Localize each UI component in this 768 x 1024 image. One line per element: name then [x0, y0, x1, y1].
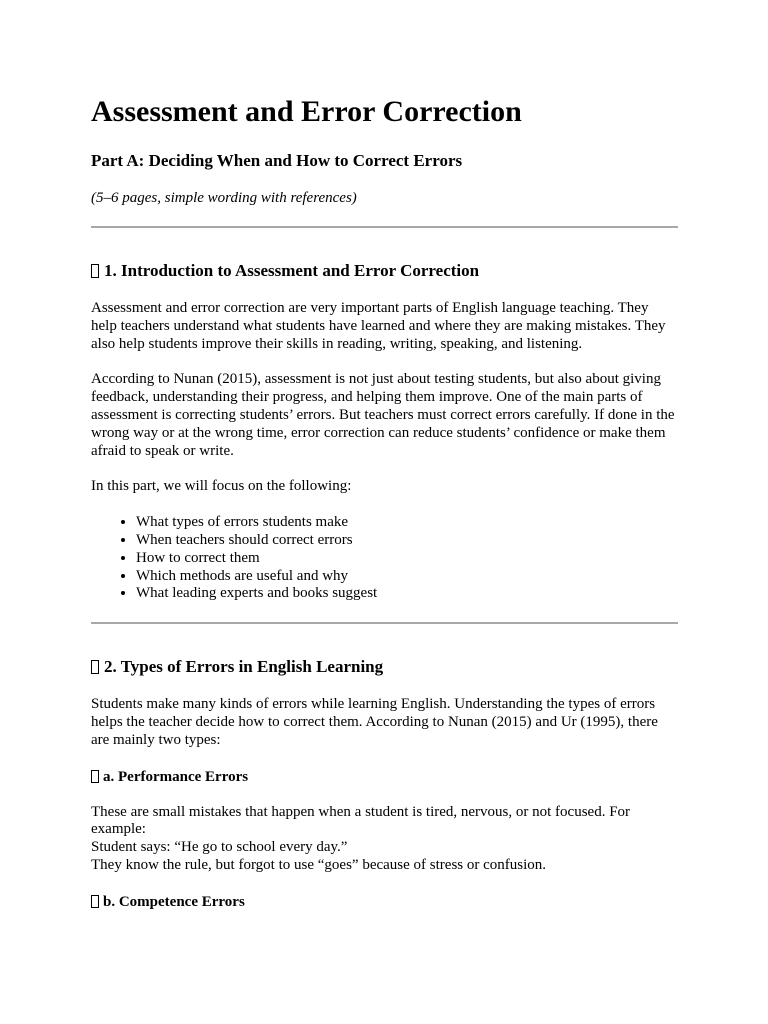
section-2-heading-text: 2. Types of Errors in English Learning	[104, 657, 384, 677]
section-divider	[91, 226, 678, 228]
section-1-paragraph-1: Assessment and error correction are very important parts of English language teaching. They help teachers understand what students have learned and where they are making mistakes. They also help students improve their skills in reading, writing, speaking, and listening.	[91, 300, 666, 352]
performance-errors-line-1: These are small mistakes that happen when a student is tired, nervous, or not focused. For example:	[91, 803, 631, 838]
missing-glyph-icon	[91, 264, 99, 278]
list-item: • How to correct them	[136, 550, 678, 568]
section-divider	[91, 622, 678, 624]
subsection-b-heading-text: b. Competence Errors	[103, 893, 245, 910]
performance-errors-explanation: They know the rule, but forgot to use “goes” because of stress or confusion.	[91, 856, 547, 873]
list-item: • When teachers should correct errors	[136, 532, 678, 550]
section-1-paragraph-3: In this part, we will focus on the following:	[91, 478, 352, 495]
section-2-heading	[91, 657, 678, 677]
performance-errors-example: Student says: “He go to school every day.”	[91, 839, 348, 856]
document-title: Assessment and Error Correction	[91, 95, 522, 128]
performance-errors-text	[91, 804, 678, 875]
section-2-intro: Students make many kinds of errors while learning English. Understanding the types of errors helps the teacher decide how to correct them. According to Nunan (2015) and Ur (1995), there are mainly two types:	[91, 696, 658, 748]
list-item: • What types of errors students make	[136, 514, 678, 532]
section-1-heading-text: 1. Introduction to Assessment and Error Correction	[104, 261, 480, 280]
missing-glyph-icon	[91, 770, 99, 783]
section-1-paragraph-2: According to Nunan (2015), assessment is not just about testing students, but also about giving feedback, understanding their progress, and helping them improve. One of the main parts of assessment is correcting students’ errors. But teachers must correct errors carefully. If done in the wrong way or at the wrong time, error correction can reduce students’ confidence or make them afraid to speak or write.	[91, 371, 675, 459]
subsection-a-heading	[91, 768, 678, 786]
section-1-heading	[91, 261, 678, 281]
list-item: • What leading experts and books suggest	[136, 585, 678, 603]
focus-list	[91, 514, 678, 603]
length-note: (5–6 pages, simple wording with references)	[91, 190, 357, 206]
missing-glyph-icon	[91, 895, 99, 908]
subsection-a-heading-text: a. Performance Errors	[103, 768, 249, 785]
list-item: • Which methods are useful and why	[136, 568, 678, 586]
missing-glyph-icon	[91, 660, 99, 674]
part-title: Part A: Deciding When and How to Correct Errors	[91, 151, 463, 170]
subsection-b-heading	[91, 893, 678, 911]
